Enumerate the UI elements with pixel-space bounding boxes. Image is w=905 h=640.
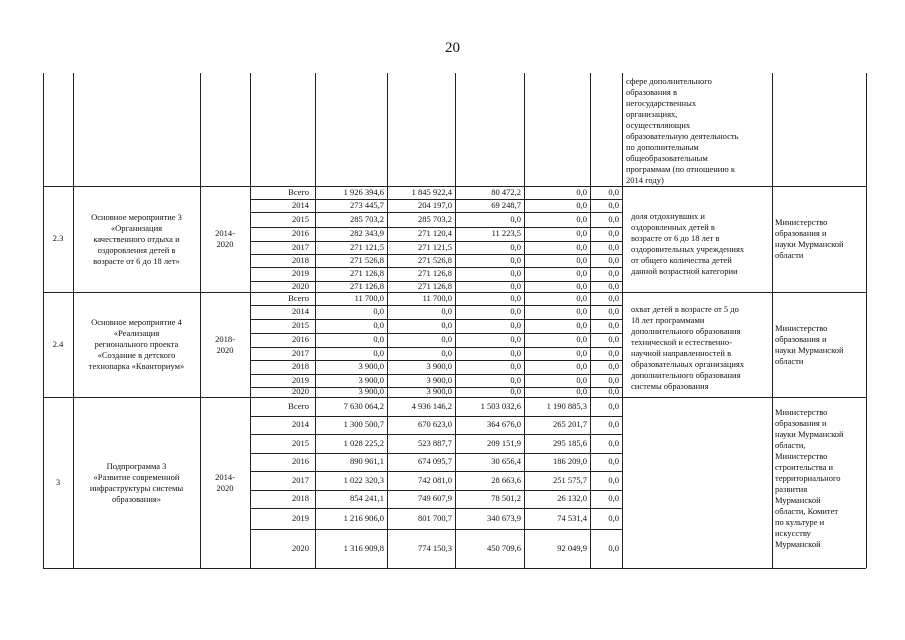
measure-name-line: Основное мероприятие 4: [91, 317, 182, 327]
column-rule: [772, 73, 773, 568]
executor-line: строительства и: [775, 462, 834, 472]
executor-line: Министерство: [775, 217, 828, 227]
local-budget-cell: 0,0: [576, 241, 587, 252]
note-line: организациях,: [626, 109, 678, 119]
local-budget-cell: 0,0: [576, 320, 587, 330]
other-sources-cell: 0,0: [608, 437, 619, 448]
other-sources-cell: 0,0: [608, 186, 619, 197]
total-cell: 271 121,5: [350, 241, 384, 252]
measure-name-line: качественного отдыха и: [93, 233, 180, 244]
year-row-rule: [250, 416, 622, 417]
executor-line: территориального: [775, 473, 841, 483]
indicator-line: технической и естественно-: [631, 337, 732, 347]
note-line: осуществляющих: [626, 120, 691, 130]
other-sources-cell: 0,0: [608, 213, 619, 224]
regional-budget-cell: 674 095,7: [418, 456, 452, 466]
local-budget-cell: 0,0: [576, 386, 587, 396]
federal-budget-cell: 0,0: [510, 254, 521, 265]
regional-budget-cell: 0,0: [441, 306, 452, 316]
executor-line: по культуре и: [775, 517, 825, 527]
column-rule: [866, 73, 867, 568]
year-cell: 2018: [292, 254, 309, 265]
regional-budget-cell: 0,0: [441, 334, 452, 344]
indicator-line: охват детей в возрасте от 5 до: [631, 304, 739, 314]
other-sources-cell: 0,0: [608, 199, 619, 210]
period-line: 2020: [216, 482, 234, 493]
federal-budget-cell: 0,0: [510, 292, 521, 303]
federal-budget-cell: 0,0: [510, 280, 521, 291]
page-number: 20: [445, 40, 460, 56]
local-budget-cell: 92 049,9: [557, 542, 587, 553]
other-sources-cell: 0,0: [608, 280, 619, 291]
year-cell: 2017: [292, 241, 309, 252]
year-cell: 2016: [292, 228, 309, 238]
regional-budget-cell: 742 081,0: [418, 474, 452, 485]
section-rule: [43, 568, 866, 569]
total-cell: 273 445,7: [350, 199, 384, 210]
other-sources-cell: 0,0: [608, 268, 619, 278]
year-row-rule: [250, 508, 622, 509]
total-cell: 1 022 320,3: [343, 474, 384, 485]
indicator-line: от общего количества детей: [631, 255, 732, 265]
federal-budget-cell: 0,0: [510, 241, 521, 252]
regional-budget-cell: 285 703,2: [418, 213, 452, 224]
year-cell: 2020: [292, 280, 309, 291]
executor-line: Министерство: [775, 451, 828, 461]
federal-budget-cell: 0,0: [510, 361, 521, 371]
executor-line: области: [775, 250, 804, 260]
year-cell: 2018: [292, 493, 309, 503]
year-cell: 2019: [292, 374, 309, 385]
note-line: по дополнительным: [626, 142, 699, 152]
year-cell: 2020: [292, 386, 309, 396]
local-budget-cell: 251 575,7: [553, 474, 587, 485]
other-sources-cell: 0,0: [608, 400, 619, 411]
year-cell: 2018: [292, 361, 309, 371]
total-cell: 3 900,0: [358, 361, 384, 371]
measure-name-line: образования»: [111, 493, 162, 504]
column-rule: [622, 73, 623, 568]
federal-budget-cell: 0,0: [510, 347, 521, 358]
executor-line: развития: [775, 484, 808, 494]
year-row-rule: [250, 490, 622, 491]
local-budget-cell: 295 185,6: [553, 437, 587, 448]
column-rule: [200, 73, 201, 568]
total-cell: 1 316 909,8: [343, 542, 384, 553]
year-cell: 2015: [292, 437, 309, 448]
other-sources-cell: 0,0: [608, 374, 619, 385]
regional-budget-cell: 0,0: [441, 320, 452, 330]
year-row-rule: [250, 471, 622, 472]
federal-budget-cell: 0,0: [510, 386, 521, 396]
measure-name-line: Основное мероприятие 3: [91, 211, 182, 222]
note-line: программам (по отношению к: [626, 164, 735, 174]
regional-budget-cell: 271 526,8: [418, 254, 452, 265]
other-sources-cell: 0,0: [608, 254, 619, 265]
total-cell: 1 300 500,7: [343, 419, 384, 429]
measure-name-line: оздоровления детей в: [97, 244, 176, 255]
indicator-line: дополнительного образования: [631, 370, 741, 380]
local-budget-cell: 1 190 885,3: [546, 400, 587, 411]
indicator-line: 18 лет программами: [631, 315, 705, 325]
regional-budget-cell: 749 607,9: [418, 493, 452, 503]
regional-budget-cell: 3 900,0: [426, 386, 452, 396]
other-sources-cell: 0,0: [608, 334, 619, 344]
indicator-line: оздоровленных детей в: [631, 222, 715, 232]
measure-name-line: регионального проекта: [94, 339, 179, 349]
regional-budget-cell: 670 623,0: [418, 419, 452, 429]
year-cell: 2020: [292, 542, 309, 553]
federal-budget-cell: 28 663,6: [491, 474, 521, 485]
total-cell: 854 241,1: [350, 493, 384, 503]
executor-line: науки Мурманской: [775, 429, 844, 439]
federal-budget-cell: 0,0: [510, 213, 521, 224]
regional-budget-cell: 523 887,7: [418, 437, 452, 448]
federal-budget-cell: 69 248,7: [491, 199, 521, 210]
row-number: 2.3: [52, 233, 64, 243]
year-cell: Всего: [288, 292, 309, 303]
total-cell: 271 126,8: [350, 268, 384, 278]
regional-budget-cell: 1 845 922,4: [411, 186, 452, 197]
executor-line: области, Комитет: [775, 506, 839, 516]
year-cell: 2017: [292, 347, 309, 358]
federal-budget-cell: 0,0: [510, 334, 521, 344]
total-cell: 0,0: [373, 347, 384, 358]
measure-name-line: технопарка «Кванториум»: [88, 361, 185, 371]
other-sources-cell: 0,0: [608, 542, 619, 553]
other-sources-cell: 0,0: [608, 419, 619, 429]
column-rule: [43, 73, 44, 568]
other-sources-cell: 0,0: [608, 474, 619, 485]
year-cell: 2016: [292, 334, 309, 344]
executor-line: Мурманской: [775, 495, 821, 505]
executor-line: образования и: [775, 228, 827, 238]
local-budget-cell: 0,0: [576, 268, 587, 278]
local-budget-cell: 186 209,0: [553, 456, 587, 466]
executor-line: искусству: [775, 528, 811, 538]
federal-budget-cell: 450 709,6: [487, 542, 521, 553]
year-row-rule: [250, 434, 622, 435]
executor-line: области: [775, 355, 804, 366]
period-line: 2020: [216, 344, 234, 355]
total-cell: 271 526,8: [350, 254, 384, 265]
total-cell: 3 900,0: [358, 386, 384, 396]
total-cell: 271 126,8: [350, 280, 384, 291]
other-sources-cell: 0,0: [608, 320, 619, 330]
total-cell: 1 216 906,0: [343, 512, 384, 523]
local-budget-cell: 0,0: [576, 306, 587, 316]
federal-budget-cell: 0,0: [510, 320, 521, 330]
federal-budget-cell: 0,0: [510, 306, 521, 316]
total-cell: 890 961,1: [350, 456, 384, 466]
local-budget-cell: 265 201,7: [553, 419, 587, 429]
regional-budget-cell: 271 126,8: [418, 280, 452, 291]
indicator-line: данной возрастной категории: [631, 266, 738, 276]
row-number: 2.4: [52, 338, 64, 349]
regional-budget-cell: 271 126,8: [418, 268, 452, 278]
executor-line: науки Мурманской: [775, 344, 844, 355]
federal-budget-cell: 340 673,9: [487, 512, 521, 523]
federal-budget-cell: 78 501,2: [491, 493, 521, 503]
indicator-line: доля отдохнувших и: [631, 211, 705, 221]
other-sources-cell: 0,0: [608, 228, 619, 238]
executor-line: образования и: [775, 418, 827, 428]
indicator-line: системы образования: [631, 381, 709, 391]
executor-line: образования и: [775, 333, 827, 344]
federal-budget-cell: 209 151,9: [487, 437, 521, 448]
total-cell: 11 700,0: [354, 292, 384, 303]
local-budget-cell: 0,0: [576, 254, 587, 265]
other-sources-cell: 0,0: [608, 456, 619, 466]
row-number: 3: [55, 476, 61, 487]
note-line: 2014 году): [626, 175, 664, 185]
regional-budget-cell: 3 900,0: [426, 361, 452, 371]
other-sources-cell: 0,0: [608, 493, 619, 503]
year-row-rule: [250, 453, 622, 454]
local-budget-cell: 0,0: [576, 213, 587, 224]
note-line: образования в: [626, 87, 677, 97]
note-line: образовательную деятельность: [626, 131, 739, 141]
period-line: 2014-: [215, 228, 235, 238]
local-budget-cell: 0,0: [576, 374, 587, 385]
other-sources-cell: 0,0: [608, 361, 619, 371]
federal-budget-cell: 11 223,5: [491, 228, 521, 238]
indicator-line: образовательных организациях: [631, 359, 745, 369]
regional-budget-cell: 4 936 146,2: [411, 400, 452, 411]
total-cell: 3 900,0: [358, 374, 384, 385]
regional-budget-cell: 204 197,0: [418, 199, 452, 210]
total-cell: 0,0: [373, 334, 384, 344]
year-row-rule: [250, 529, 622, 530]
period-line: 2014-: [215, 471, 235, 482]
other-sources-cell: 0,0: [608, 306, 619, 316]
column-rule: [73, 73, 74, 568]
total-cell: 1 028 225,2: [343, 437, 384, 448]
measure-name-line: инфраструктуры системы: [89, 482, 184, 493]
local-budget-cell: 74 531,4: [557, 512, 587, 523]
other-sources-cell: 0,0: [608, 292, 619, 303]
indicator-line: возрасте от 6 до 18 лет в: [631, 233, 720, 243]
year-cell: 2014: [292, 199, 309, 210]
local-budget-cell: 26 132,0: [557, 493, 587, 503]
other-sources-cell: 0,0: [608, 512, 619, 523]
federal-budget-cell: 80 472,2: [491, 186, 521, 197]
executor-line: Министерство: [775, 407, 828, 417]
total-cell: 7 630 064,2: [343, 400, 384, 411]
executor-line: области,: [775, 440, 806, 450]
year-cell: 2015: [292, 320, 309, 330]
year-cell: 2016: [292, 456, 309, 466]
local-budget-cell: 0,0: [576, 292, 587, 303]
year-cell: 2019: [292, 512, 309, 523]
federal-budget-cell: 1 503 032,6: [480, 400, 521, 411]
other-sources-cell: 0,0: [608, 386, 619, 396]
regional-budget-cell: 3 900,0: [426, 374, 452, 385]
federal-budget-cell: 30 656,4: [491, 456, 521, 466]
other-sources-cell: 0,0: [608, 347, 619, 358]
period-line: 2018-: [215, 333, 235, 344]
measure-name-line: «Реализация: [113, 328, 160, 338]
year-cell: Всего: [288, 186, 309, 197]
year-cell: Всего: [288, 400, 309, 411]
federal-budget-cell: 0,0: [510, 374, 521, 385]
total-cell: 282 343,9: [350, 228, 384, 238]
year-cell: 2014: [292, 419, 309, 429]
measure-name-line: «Создание в детского: [97, 350, 176, 360]
other-sources-cell: 0,0: [608, 241, 619, 252]
local-budget-cell: 0,0: [576, 334, 587, 344]
total-cell: 0,0: [373, 306, 384, 316]
total-cell: 1 926 394,6: [343, 186, 384, 197]
local-budget-cell: 0,0: [576, 186, 587, 197]
measure-name-line: «Развитие современной: [93, 471, 180, 482]
indicator-line: научной направленностей в: [631, 348, 732, 358]
regional-budget-cell: 0,0: [441, 347, 452, 358]
year-cell: 2017: [292, 474, 309, 485]
total-cell: 285 703,2: [350, 213, 384, 224]
note-line: общеобразовательным: [626, 153, 708, 163]
executor-line: Мурманской: [775, 539, 821, 549]
local-budget-cell: 0,0: [576, 228, 587, 238]
note-line: негосударственных: [626, 98, 697, 108]
local-budget-cell: 0,0: [576, 280, 587, 291]
year-cell: 2015: [292, 213, 309, 224]
section-rule: [43, 397, 866, 398]
measure-name-line: возрасте от 6 до 18 лет»: [93, 255, 180, 266]
indicator-line: дополнительного образования: [631, 326, 741, 336]
local-budget-cell: 0,0: [576, 347, 587, 358]
measure-name-line: «Организация: [110, 222, 163, 233]
regional-budget-cell: 11 700,0: [422, 292, 452, 303]
period-line: 2020: [216, 239, 234, 249]
regional-budget-cell: 801 700,7: [418, 512, 452, 523]
year-cell: 2014: [292, 306, 309, 316]
regional-budget-cell: 271 120,4: [418, 228, 452, 238]
executor-line: Министерство: [775, 322, 828, 333]
indicator-line: оздоровительных учреждениях: [631, 244, 745, 254]
executor-line: науки Мурманской: [775, 239, 844, 249]
local-budget-cell: 0,0: [576, 361, 587, 371]
note-line: сфере дополнительного: [626, 76, 712, 86]
federal-budget-cell: 0,0: [510, 268, 521, 278]
regional-budget-cell: 774 150,3: [418, 542, 452, 553]
federal-budget-cell: 364 676,0: [487, 419, 521, 429]
regional-budget-cell: 271 121,5: [418, 241, 452, 252]
total-cell: 0,0: [373, 320, 384, 330]
measure-name-line: Подпрограмма 3: [106, 460, 167, 471]
local-budget-cell: 0,0: [576, 199, 587, 210]
year-cell: 2019: [292, 268, 309, 278]
